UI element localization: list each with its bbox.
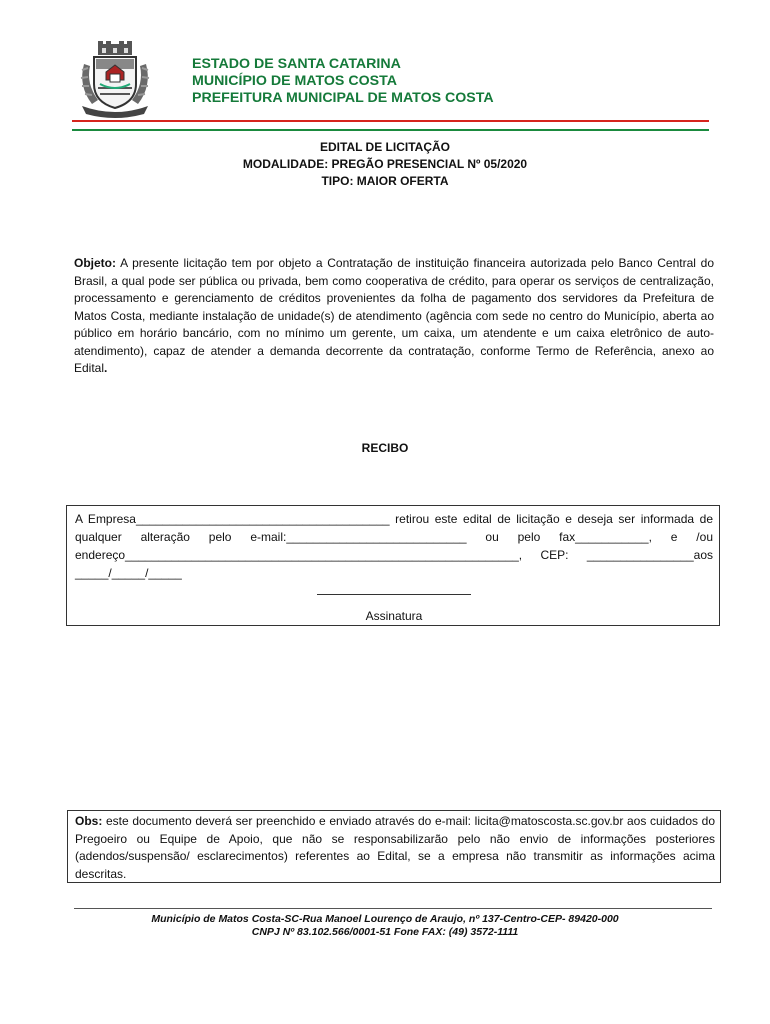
obs-paragraph xyxy=(75,813,715,883)
header-prefecture: PREFEITURA MUNICIPAL DE MATOS COSTA xyxy=(192,90,494,106)
recibo-form-text: A Empresa______________________________________ retirou este edital de licitação e deseja ser informada de qualquer alteração pelo e-mail:___________________________ ou pelo fax___________, e /ou endereço___________________________________________________________, CEP: ________________aos _____/_____/_____ xyxy=(75,512,713,580)
header-green-rule xyxy=(72,129,709,131)
footer-address: Município de Matos Costa-SC-Rua Manoel Lourenço de Araujo, nº 137-Centro-CEP- 89420-000 xyxy=(151,913,619,925)
obs-text: este documento deverá ser preenchido e enviado através do e-mail: licita@matoscosta.sc.gov.br aos cuidados do Pregoeiro ou Equipe de Apoio, que não se responsabilizarão pelo não envio de informações posteriores (adendos/suspensão/ esclarecimentos) referentes ao Edital, se a empresa não transmitir as informações acima descritas. xyxy=(75,814,715,881)
tipo-title: TIPO: MAIOR OFERTA xyxy=(321,174,449,188)
objeto-label: Objeto: xyxy=(74,256,116,270)
objeto-paragraph xyxy=(74,255,714,378)
municipal-crest-icon xyxy=(76,40,154,118)
recibo-title: RECIBO xyxy=(361,441,409,455)
obs-box xyxy=(67,810,721,883)
modalidade-title: MODALIDADE: PREGÃO PRESENCIAL Nº 05/2020 xyxy=(242,157,528,171)
edital-title: EDITAL DE LICITAÇÃO xyxy=(320,140,450,154)
footer-rule xyxy=(74,908,712,909)
objeto-text: A presente licitação tem por objeto a Contratação de instituição financeira autorizada pelo Banco Central do Brasil, a qual pode ser pública ou privada, bem como cooperativa de crédito, para operar os serviços de centralização, processamento e gerenciamento de créditos provenientes da folha de pagamento dos servidores da Prefeitura de Matos Costa, mediante instalação de unidade(s) de atendimento (agência com sede no centro do Município, aberta ao público em horário bancário, com no mínimo um gerente, um caixa, um atendente e um caixa eletrônico de auto-atendimento), capaz de atender a demanda decorrente da contratação, conforme Termo de Referência, anexo ao Edital xyxy=(74,256,714,375)
header-state: ESTADO DE SANTA CATARINA xyxy=(192,56,401,72)
objeto-end: . xyxy=(104,361,108,375)
signature-line xyxy=(317,594,471,595)
footer xyxy=(0,913,770,939)
header-municipality: MUNICÍPIO DE MATOS COSTA xyxy=(192,73,397,89)
document-titles xyxy=(0,139,770,190)
organization-header xyxy=(192,56,494,107)
footer-contact: CNPJ Nº 83.102.566/0001-51 Fone FAX: (49) 3572-1111 xyxy=(251,926,519,938)
signature-label: Assinatura xyxy=(365,609,423,623)
obs-label: Obs: xyxy=(75,814,103,828)
recibo-form-box xyxy=(66,505,720,626)
header-red-rule xyxy=(72,120,709,122)
